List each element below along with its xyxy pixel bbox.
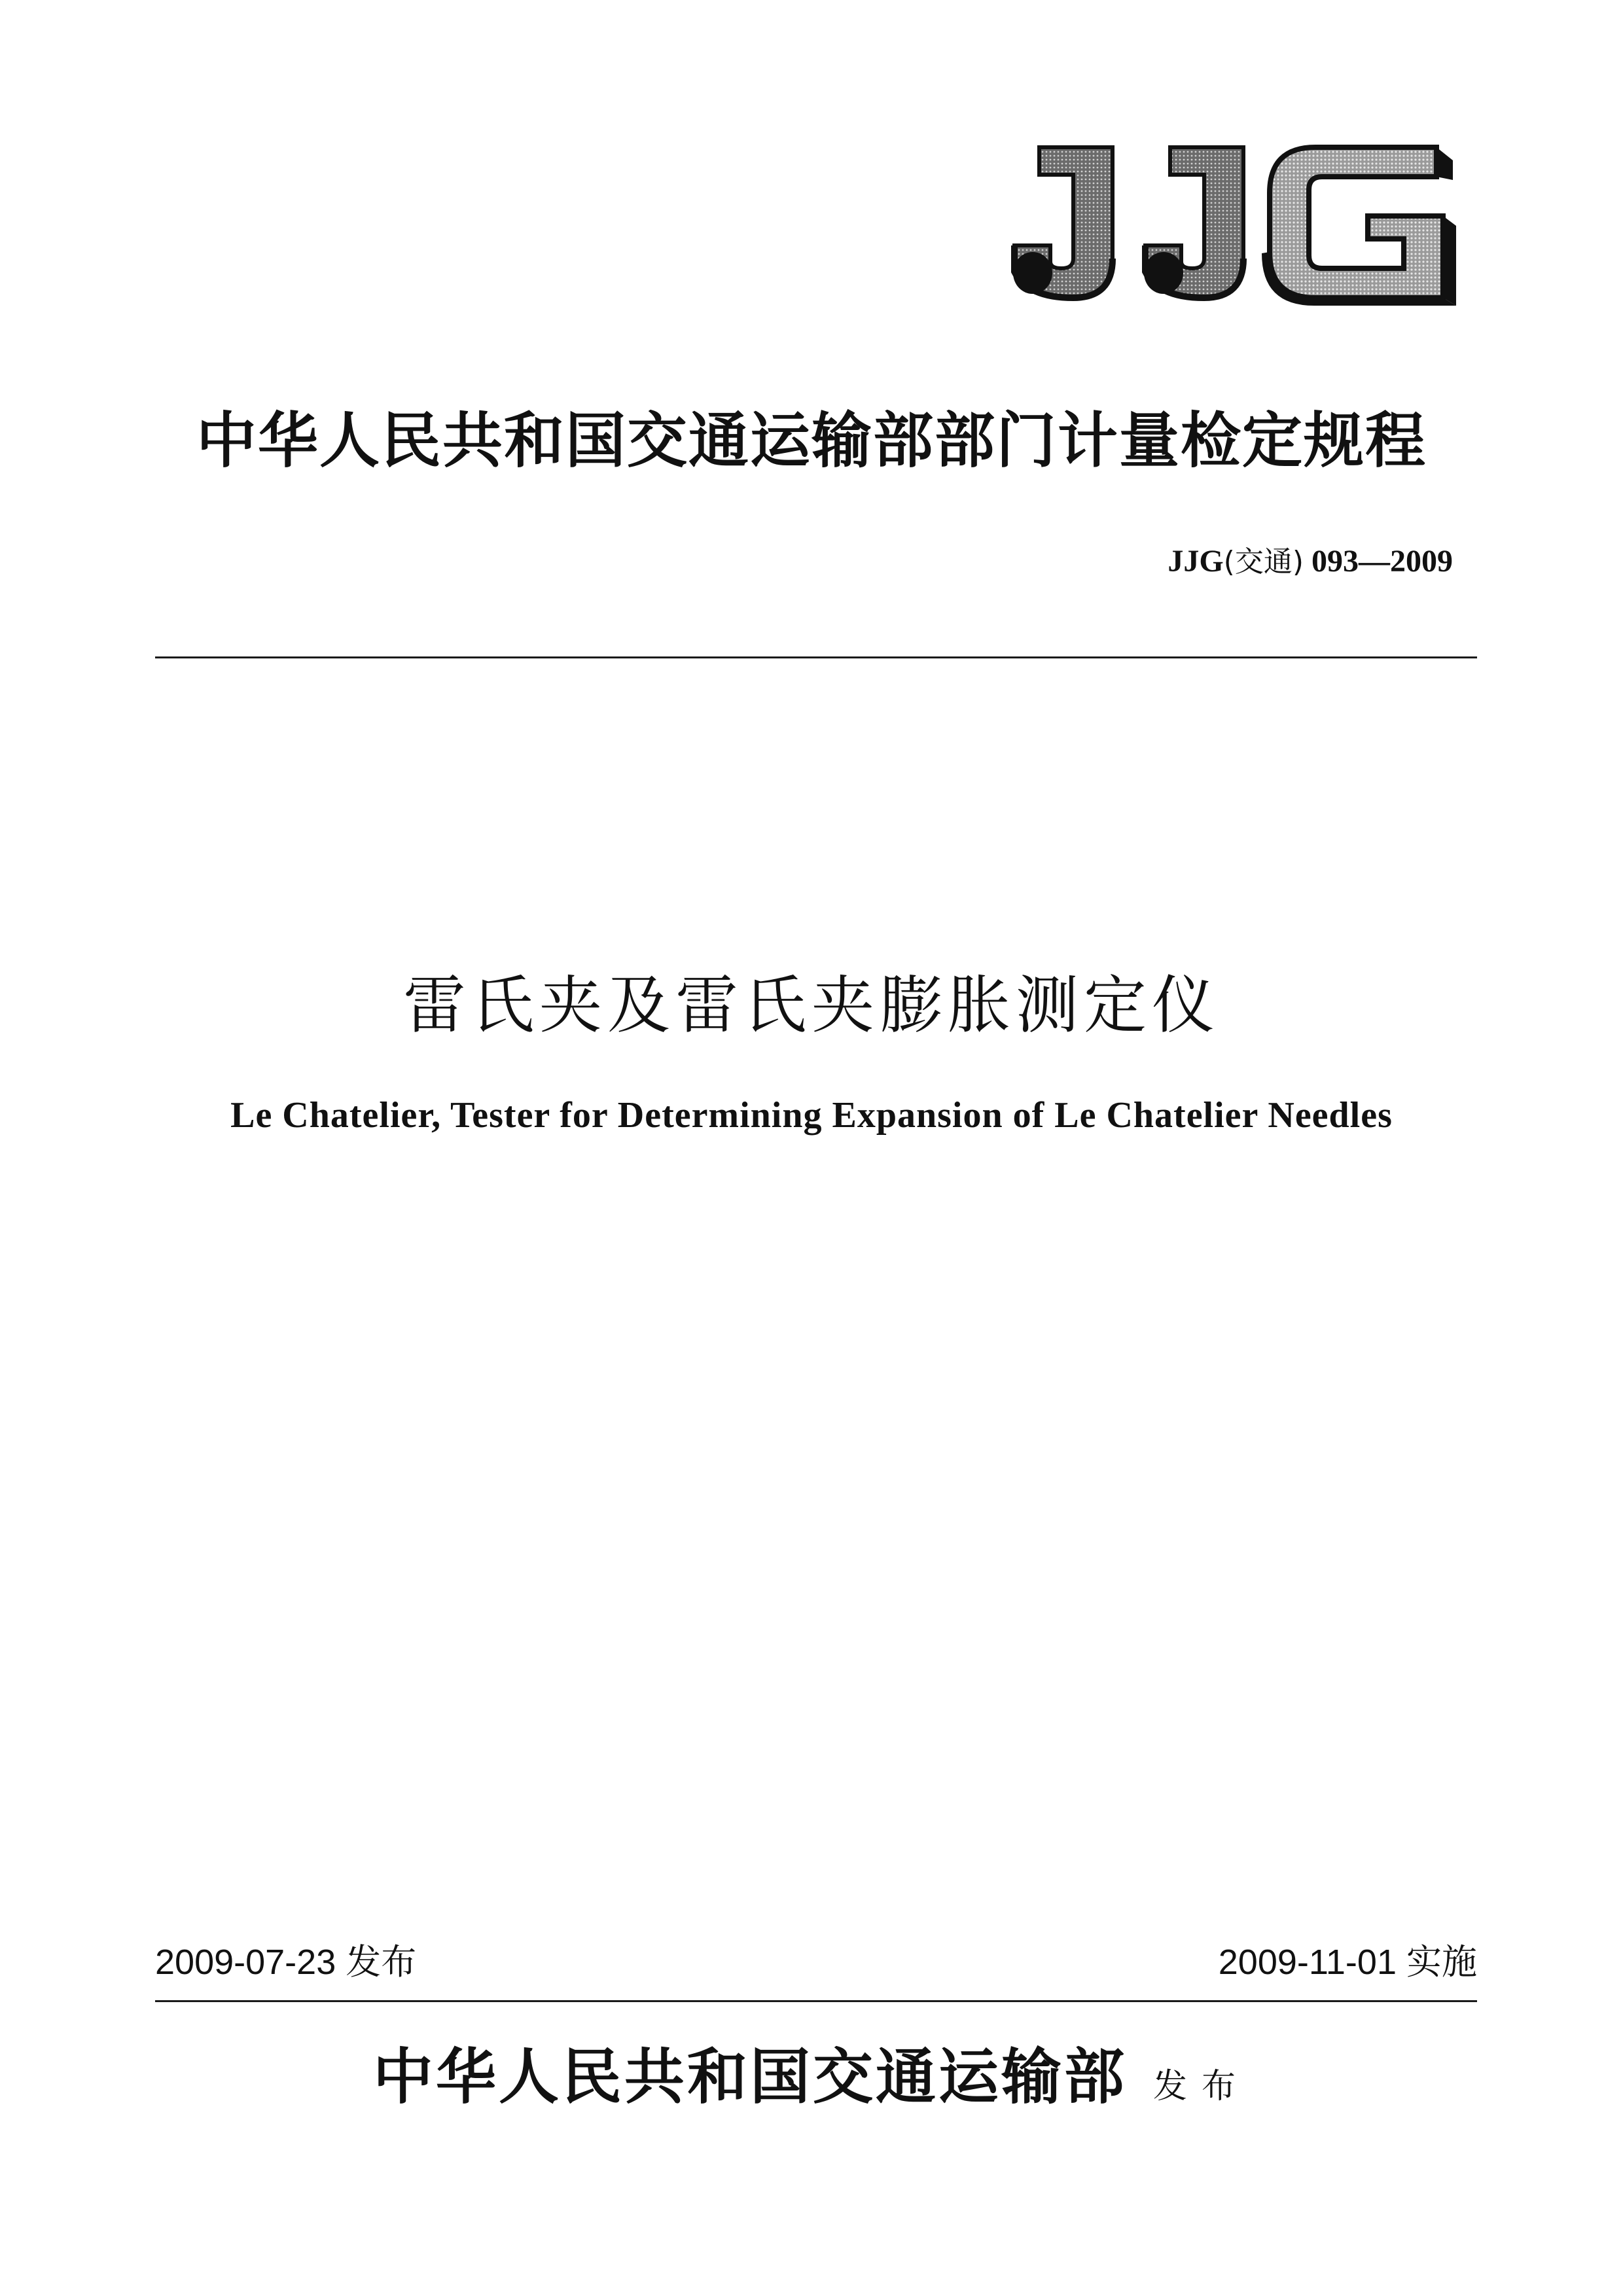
logo-letter-j2	[1144, 147, 1243, 298]
standard-number	[1168, 538, 1453, 580]
effective-date	[1219, 1934, 1477, 1984]
publisher-action: 发布	[1153, 2067, 1251, 2106]
effective-date-value: 2009-11-01	[1218, 1943, 1397, 1982]
standard-number-prefix: JJG	[1168, 544, 1224, 579]
document-title-english: Le Chatelier, Tester for Determining Expansion of Le Chatelier Needles	[230, 1095, 1393, 1136]
standard-number-category: (交通)	[1223, 545, 1304, 579]
publisher-line	[0, 2029, 1623, 2115]
jjg-logo	[1001, 134, 1459, 311]
effective-date-label: 实施	[1406, 1943, 1477, 1982]
document-title-chinese: 雷氏夹及雷氏夹膨胀测定仪	[403, 969, 1220, 1042]
top-divider	[155, 656, 1477, 658]
bottom-divider	[155, 2000, 1477, 2002]
issuing-authority-title: 中华人民共和国交通运输部部门计量检定规程	[196, 406, 1427, 476]
publisher-name: 中华人民共和国交通运输部	[372, 2041, 1127, 2112]
issue-date	[155, 1934, 416, 1984]
issue-date-label: 发布	[346, 1943, 417, 1982]
logo-letter-g	[1262, 147, 1456, 306]
standard-number-code: 093—2009	[1311, 544, 1453, 579]
logo-letter-j1	[1013, 147, 1113, 298]
issue-date-value: 2009-07-23	[155, 1943, 336, 1982]
